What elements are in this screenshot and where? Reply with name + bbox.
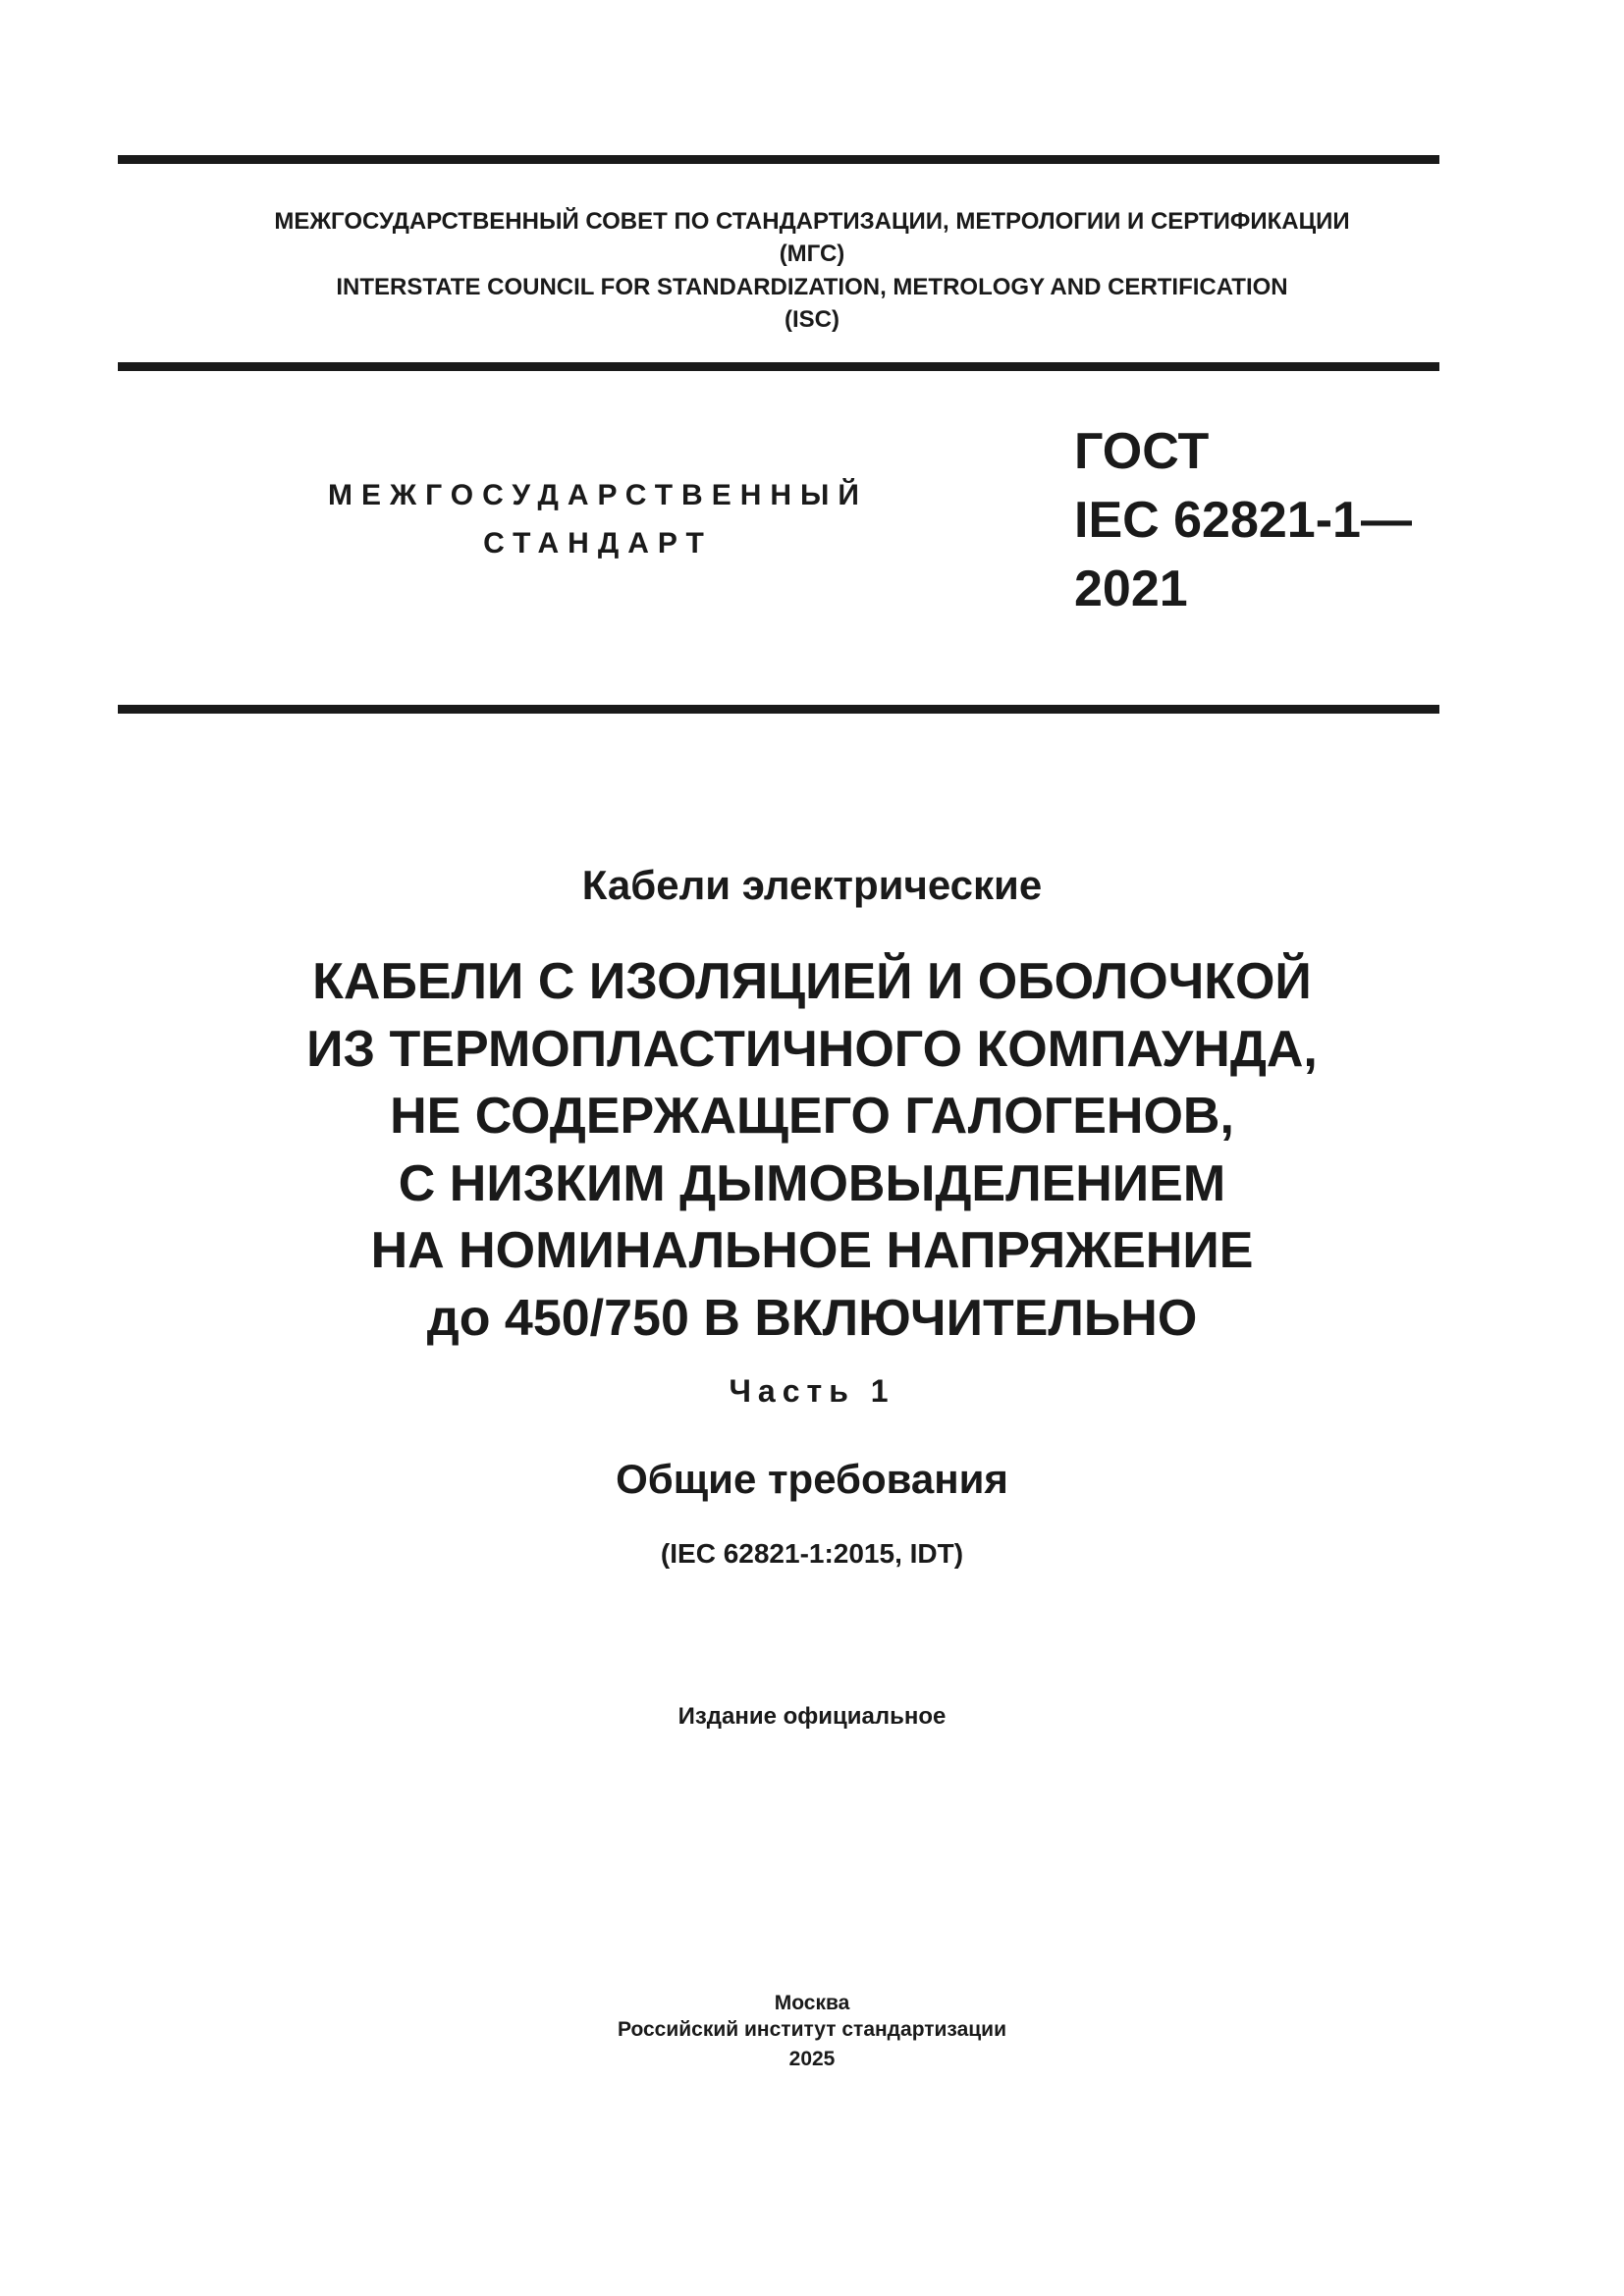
- standard-type-line1: МЕЖГОСУДАРСТВЕННЫЙ: [328, 479, 868, 511]
- council-abbr-en: (ISC): [785, 306, 839, 333]
- designation: [1074, 417, 1412, 623]
- standard-type-line2: СТАНДАРТ: [483, 527, 713, 560]
- part-title: Общие требования: [616, 1456, 1008, 1502]
- header-rule: [118, 362, 1439, 371]
- designation-line1: ГОСТ: [1074, 423, 1210, 480]
- publisher-name: Российский институт стандартизации: [617, 2018, 1007, 2041]
- title-line: НЕ СОДЕРЖАЩЕГО ГАЛОГЕНОВ,: [390, 1088, 1234, 1145]
- part: Часть 1: [729, 1373, 895, 1409]
- subject: Кабели электрические: [581, 862, 1043, 908]
- publisher-city: Москва: [774, 1992, 850, 2014]
- title-line: до 450/750 В ВКЛЮЧИТЕЛЬНО: [426, 1289, 1198, 1347]
- document-title: [0, 948, 1624, 1352]
- title-line: ИЗ ТЕРМОПЛАСТИЧНОГО КОМПАУНДА,: [306, 1020, 1318, 1078]
- edition: Издание официальное: [677, 1703, 947, 1730]
- designation-line3: 2021: [1074, 561, 1188, 617]
- designation-line2: IEC 62821-1—: [1074, 492, 1412, 549]
- council-abbr-ru: (МГС): [779, 240, 845, 267]
- council-name-en: INTERSTATE COUNCIL FOR STANDARDIZATION, METROLOGY AND CERTIFICATION: [336, 274, 1288, 300]
- title-line: КАБЕЛИ С ИЗОЛЯЦИЕЙ И ОБОЛОЧКОЙ: [312, 953, 1312, 1010]
- council-name-ru: МЕЖГОСУДАРСТВЕННЫЙ СОВЕТ ПО СТАНДАРТИЗАЦИИ, МЕТРОЛОГИИ И СЕРТИФИКАЦИИ: [274, 208, 1350, 235]
- top-rule: [118, 155, 1439, 164]
- publisher-year: 2025: [788, 2048, 836, 2070]
- title-line: С НИЗКИМ ДЫМОВЫДЕЛЕНИЕМ: [398, 1154, 1226, 1212]
- title-line: НА НОМИНАЛЬНОЕ НАПРЯЖЕНИЕ: [370, 1222, 1254, 1279]
- reference: (IEC 62821-1:2015, IDT): [660, 1538, 964, 1569]
- designation-rule: [118, 705, 1439, 714]
